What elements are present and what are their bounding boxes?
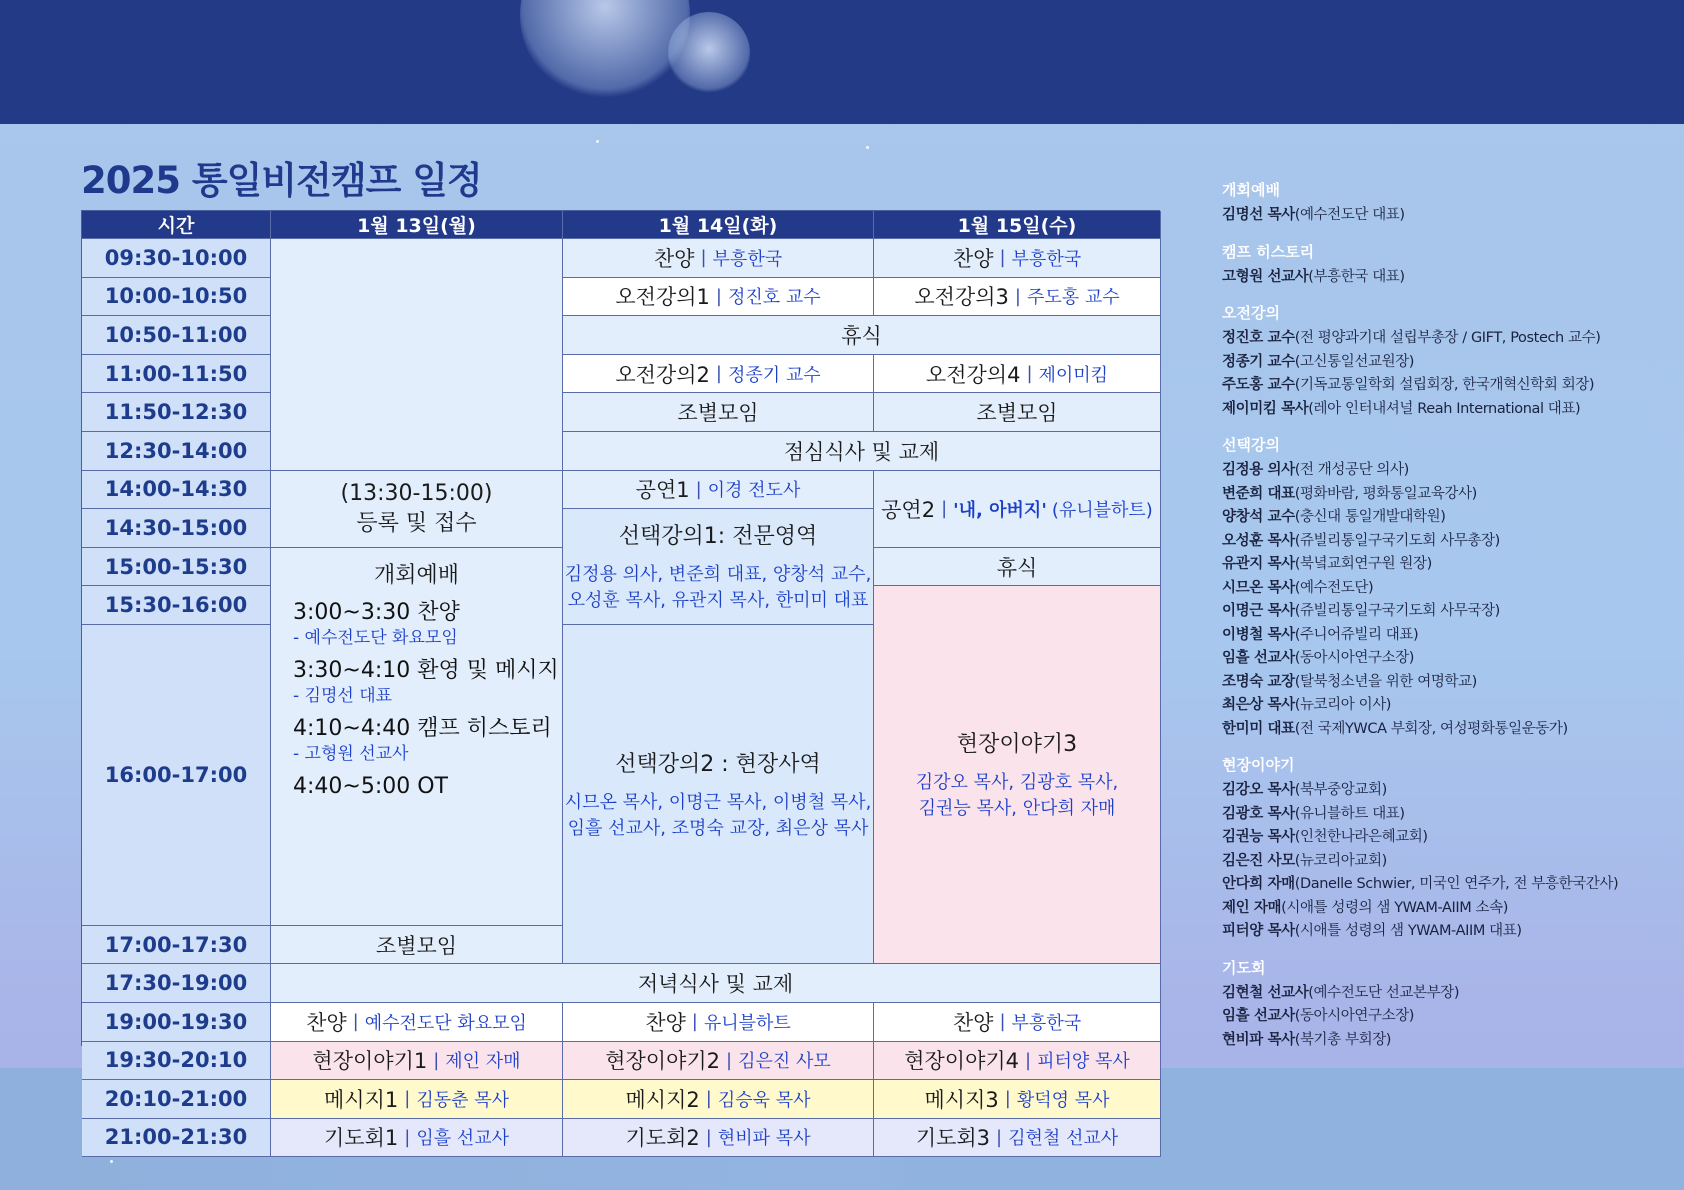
- elective1: [563, 509, 874, 625]
- session-leader: 제인 자매: [445, 1051, 521, 1073]
- registration-label: 등록 및 접수: [356, 510, 477, 536]
- decorative-orb: [520, 0, 690, 100]
- elective2-title: 선택강의2 : 현장사역: [615, 751, 821, 777]
- speaker-role: (북녘교회연구원 원장): [1294, 556, 1432, 572]
- time-slot: 12:30-14:00: [82, 432, 271, 471]
- header-day2: 1월 14일(화): [563, 211, 874, 239]
- field-story3-speakers: 김강오 목사, 김광호 목사,: [915, 772, 1119, 794]
- opening-worship-title: 개회예배: [373, 562, 459, 588]
- speaker-role: (전 국제YWCA 부회장, 여성평화통일운동가): [1294, 720, 1568, 737]
- speaker-group: [1222, 242, 1662, 290]
- session-label: 메시지3: [924, 1087, 999, 1112]
- session-leader: 부흥한국: [712, 248, 783, 270]
- opening-item: 3:30~4:10 환영 및 메시지: [293, 657, 559, 683]
- session-leader: 주도홍 교수: [1026, 287, 1120, 309]
- speaker-role: (평화바람, 평화통일교육강사): [1294, 485, 1477, 502]
- field-story3: [874, 586, 1161, 964]
- session-label: 공연2: [881, 497, 936, 522]
- speaker-entry: [1222, 897, 1662, 921]
- speaker-entry: [1222, 1029, 1662, 1053]
- speaker-name: 한미미 대표: [1222, 720, 1295, 737]
- session-leader: 부흥한국: [1011, 248, 1082, 270]
- speaker-group-heading: 캠프 히스토리: [1222, 242, 1315, 261]
- time-slot: 10:00-10:50: [82, 278, 271, 317]
- speaker-name: 시므온 목사: [1222, 579, 1295, 596]
- session-leader: 유니블하트: [703, 1012, 791, 1034]
- speaker-role: (시애틀 성령의 샘 YWAM-AIIM 소속): [1281, 899, 1509, 916]
- session-leader: (유니블하트): [1051, 499, 1153, 521]
- break-morning: 휴식: [563, 316, 1161, 355]
- speaker-entry: [1222, 803, 1662, 827]
- d1-praise-evening: [271, 1003, 563, 1042]
- d3-prayer: [874, 1119, 1161, 1158]
- session-label: 기도회1: [324, 1126, 399, 1151]
- speaker-role: (동아시아연구소장): [1294, 650, 1415, 666]
- speaker-entry: [1222, 327, 1662, 351]
- speaker-entry: [1222, 624, 1662, 648]
- speaker-role: (시애틀 성령의 샘 YWAM-AIIM 대표): [1294, 923, 1522, 939]
- d2-praise-evening: [563, 1003, 874, 1042]
- speaker-entry: [1222, 530, 1662, 554]
- speaker-name: 김강오 목사: [1222, 782, 1295, 798]
- session-leader: 임흘 선교사: [416, 1128, 509, 1150]
- field-story3-title: 현장이야기3: [956, 732, 1078, 758]
- speaker-role: (쥬빌리통일구국기도회 사무국장): [1294, 603, 1500, 619]
- speaker-name: 김광호 목사: [1222, 805, 1295, 822]
- session-leader: 정진호 교수: [727, 287, 821, 309]
- speaker-role: (전 개성공단 의사): [1294, 462, 1409, 478]
- time-slot: 16:00-17:00: [82, 625, 271, 926]
- separator: |: [404, 1126, 411, 1148]
- speaker-name: 피터양 목사: [1222, 923, 1295, 939]
- speaker-name: 제이미킴 목사: [1222, 400, 1309, 417]
- opening-item-leader: - 예수전도단 화요모임: [293, 627, 458, 648]
- speaker-role: (충신대 통일개발대학원): [1294, 509, 1446, 525]
- session-leader: 현비파 목사: [717, 1128, 811, 1150]
- separator: |: [1004, 1088, 1011, 1110]
- speaker-role: (기독교통일학회 설립회장, 한국개혁신학회 회장): [1294, 377, 1595, 393]
- session-label: 찬양: [306, 1010, 347, 1035]
- opening-item-leader: - 김명선 대표: [293, 685, 393, 706]
- speaker-name: 김현철 선교사: [1222, 984, 1309, 1001]
- d2-message: [563, 1080, 874, 1119]
- speaker-entry: [1222, 826, 1662, 850]
- d3-praise-evening: [874, 1003, 1161, 1042]
- lunch: 점심식사 및 교제: [563, 432, 1161, 471]
- session-leader: 김동춘 목사: [416, 1089, 509, 1111]
- d2-group-meeting: 조별모임: [563, 393, 874, 432]
- time-slot: 14:00-14:30: [82, 471, 271, 510]
- speaker-name: 오성훈 목사: [1222, 532, 1295, 549]
- time-slot: 19:30-20:10: [82, 1042, 271, 1081]
- speaker-entry: [1222, 351, 1662, 375]
- time-slot: 10:50-11:00: [82, 316, 271, 355]
- speaker-role: (예수전도단): [1294, 579, 1374, 596]
- speaker-entry: [1222, 920, 1662, 944]
- speaker-entry: [1222, 459, 1662, 483]
- speaker-name: 정종기 교수: [1222, 353, 1295, 370]
- day1-empty-morning: [271, 239, 563, 471]
- performance-title: '내, 아버지': [953, 499, 1047, 521]
- speaker-entry: [1222, 779, 1662, 803]
- speaker-role: (뉴코리아교회): [1294, 852, 1387, 869]
- speaker-name: 임흘 선교사: [1222, 650, 1295, 666]
- opening-worship: [271, 548, 563, 926]
- d2-field-story: [563, 1042, 874, 1081]
- speaker-entry: [1222, 718, 1662, 742]
- sparkle: [866, 146, 869, 149]
- d3-group-meeting: 조별모임: [874, 393, 1161, 432]
- separator: |: [726, 1049, 733, 1071]
- top-banner: [0, 0, 1684, 124]
- session-label: 기도회3: [915, 1126, 991, 1151]
- speaker-name: 유관지 목사: [1222, 556, 1295, 572]
- session-leader: 김현철 선교사: [1008, 1128, 1119, 1150]
- speaker-name: 안다희 자매: [1222, 876, 1295, 892]
- speaker-entry: [1222, 647, 1662, 671]
- elective1-speakers: 오성훈 목사, 유관지 목사, 한미미 대표: [567, 590, 869, 612]
- time-slot: 21:00-21:30: [82, 1119, 271, 1158]
- time-slot: 09:30-10:00: [82, 239, 271, 278]
- time-slot: 14:30-15:00: [82, 509, 271, 548]
- speaker-entry: [1222, 204, 1662, 228]
- field-story3-speakers: 김권능 목사, 안다희 자매: [918, 798, 1116, 820]
- session-label: 현장이야기2: [605, 1049, 721, 1074]
- decorative-orb: [668, 12, 750, 94]
- d3-message: [874, 1080, 1161, 1119]
- session-leader: 정종기 교수: [727, 364, 821, 386]
- separator: |: [996, 1126, 1003, 1148]
- d1-group-meeting: 조별모임: [271, 926, 563, 965]
- speaker-role: (예수전도단 대표): [1294, 207, 1405, 223]
- time-slot: 15:30-16:00: [82, 586, 271, 625]
- session-label: 찬양: [952, 246, 994, 271]
- speaker-name: 조명숙 교장: [1222, 673, 1295, 690]
- separator: |: [352, 1011, 359, 1033]
- speaker-name: 김권능 목사: [1222, 829, 1295, 845]
- speaker-entry: [1222, 374, 1662, 398]
- d3-performance2: [874, 471, 1161, 548]
- d1-prayer: [271, 1119, 563, 1158]
- speaker-entry: [1222, 600, 1662, 624]
- speaker-name: 제인 자매: [1222, 899, 1282, 916]
- header-day3: 1월 15일(수): [874, 211, 1161, 239]
- session-leader: 피터양 목사: [1037, 1051, 1130, 1073]
- speaker-name: 변준희 대표: [1222, 485, 1295, 502]
- d1-message: [271, 1080, 563, 1119]
- opening-item: 3:00~3:30 찬양: [293, 599, 460, 625]
- header-day1: 1월 13일(월): [271, 211, 563, 239]
- session-label: 오전강의2: [615, 362, 710, 387]
- speaker-role: (부흥한국 대표): [1308, 268, 1405, 285]
- speaker-entry: [1222, 483, 1662, 507]
- d2-lecture1: [563, 278, 874, 317]
- speaker-name: 이병철 목사: [1222, 626, 1295, 643]
- session-label: 공연1: [635, 478, 690, 503]
- speaker-role: (쥬빌리통일구국기도회 사무총장): [1294, 532, 1500, 549]
- separator: |: [1014, 285, 1021, 307]
- speaker-role: (탈북청소년을 위한 여명학교): [1294, 673, 1477, 690]
- speaker-entry: [1222, 553, 1662, 577]
- session-label: 오전강의3: [914, 285, 1009, 310]
- separator: |: [404, 1088, 411, 1110]
- session-leader: 이경 전도사: [707, 480, 801, 502]
- speaker-group: [1222, 958, 1662, 1053]
- session-label: 찬양: [645, 1010, 686, 1035]
- separator: |: [715, 285, 722, 307]
- speaker-group: [1222, 755, 1662, 944]
- speaker-role: (예수전도단 선교본부장): [1308, 984, 1460, 1001]
- speaker-name: 정진호 교수: [1222, 330, 1295, 346]
- elective2-speakers: 시므온 목사, 이명근 목사, 이병철 목사,: [564, 791, 872, 813]
- separator: |: [999, 247, 1006, 269]
- elective2: [563, 625, 874, 964]
- opening-item: 4:40~5:00 OT: [293, 773, 448, 799]
- speaker-name: 주도홍 교수: [1222, 377, 1295, 393]
- d3-field-story: [874, 1042, 1161, 1081]
- speaker-group: [1222, 303, 1662, 421]
- speaker-entry: [1222, 1005, 1662, 1029]
- separator: |: [700, 247, 707, 269]
- header-time: 시간: [82, 211, 271, 239]
- speaker-name: 최은상 목사: [1222, 697, 1295, 713]
- speaker-entry: [1222, 671, 1662, 695]
- d3-lecture3: [874, 278, 1161, 317]
- session-label: 메시지2: [625, 1087, 700, 1112]
- speaker-entry: [1222, 850, 1662, 874]
- speaker-role: (전 평양과기대 설립부총장 / GIFT, Postech 교수): [1294, 330, 1601, 346]
- speaker-role: (유니블하트 대표): [1294, 805, 1405, 822]
- page-title: 2025 통일비전캠프 일정: [81, 159, 482, 202]
- session-leader: 제이미킴: [1038, 364, 1109, 386]
- d2-praise-morning: [563, 239, 874, 278]
- speaker-entry: [1222, 266, 1662, 290]
- time-slot: 17:30-19:00: [82, 964, 271, 1003]
- separator: |: [1025, 1049, 1032, 1071]
- session-leader: 황덕영 목사: [1016, 1089, 1110, 1111]
- d1-field-story: [271, 1042, 563, 1081]
- speaker-entry: [1222, 577, 1662, 601]
- time-slot: 11:50-12:30: [82, 393, 271, 432]
- speaker-role: (북부중앙교회): [1294, 782, 1387, 798]
- speaker-name: 김정용 의사: [1222, 462, 1295, 478]
- session-label: 오전강의4: [925, 362, 1021, 387]
- speaker-role: (Danelle Schwier, 미국인 연주가, 전 부흥한국간사): [1294, 876, 1619, 892]
- speaker-group: [1222, 180, 1662, 228]
- schedule-table: [81, 210, 1160, 1151]
- opening-item: 4:10~4:40 캠프 히스토리: [293, 715, 552, 741]
- speaker-entry: [1222, 398, 1662, 422]
- speaker-role: (고신통일선교원장): [1294, 353, 1415, 370]
- speaker-entry: [1222, 506, 1662, 530]
- separator: |: [433, 1049, 440, 1071]
- speaker-role: (인천한나라은혜교회): [1294, 829, 1428, 845]
- speaker-name: 고형원 선교사: [1222, 268, 1309, 285]
- speaker-group-heading: 개회예배: [1222, 181, 1280, 199]
- d3-lecture4: [874, 355, 1161, 394]
- speaker-name: 임흘 선교사: [1222, 1008, 1295, 1024]
- speaker-name: 김은진 사모: [1222, 852, 1295, 869]
- opening-item-leader: - 고형원 선교사: [293, 743, 409, 764]
- separator: |: [1026, 363, 1033, 385]
- session-label: 오전강의1: [615, 285, 710, 310]
- elective2-speakers: 임흘 선교사, 조명숙 교장, 최은상 목사: [567, 817, 869, 839]
- session-label: 찬양: [952, 1010, 994, 1035]
- dinner: 저녁식사 및 교제: [271, 964, 1161, 1003]
- elective1-speakers: 김정용 의사, 변준희 대표, 양창석 교수,: [564, 564, 872, 586]
- session-label: 기도회2: [625, 1126, 700, 1151]
- speaker-group-heading: 선택강의: [1222, 436, 1280, 454]
- speaker-entry: [1222, 694, 1662, 718]
- session-label: 메시지1: [324, 1087, 399, 1112]
- sparkle: [110, 1160, 113, 1163]
- separator: |: [715, 363, 722, 385]
- speaker-name: 이명근 목사: [1222, 603, 1295, 619]
- speaker-group-heading: 현장이야기: [1222, 756, 1295, 774]
- session-leader: 김승욱 목사: [717, 1089, 811, 1111]
- separator: |: [695, 478, 702, 500]
- d3-praise-morning: [874, 239, 1161, 278]
- speaker-name: 김명선 목사: [1222, 207, 1295, 223]
- time-slot: 20:10-21:00: [82, 1080, 271, 1119]
- speaker-entry: [1222, 982, 1662, 1006]
- speaker-role: (주니어쥬빌리 대표): [1294, 626, 1419, 643]
- registration-time: (13:30-15:00): [340, 480, 493, 506]
- speaker-role: (북기총 부회장): [1294, 1031, 1392, 1048]
- session-leader: 부흥한국: [1011, 1012, 1082, 1034]
- session-leader: 김은진 사모: [738, 1051, 831, 1073]
- separator: |: [691, 1011, 698, 1033]
- speaker-role: (동아시아연구소장): [1294, 1008, 1415, 1024]
- time-slot: 15:00-15:30: [82, 548, 271, 587]
- separator: |: [705, 1088, 712, 1110]
- speaker-entry: [1222, 873, 1662, 897]
- speaker-role: (뉴코리아 이사): [1294, 697, 1392, 713]
- session-label: 찬양: [653, 246, 695, 271]
- sparkle: [596, 140, 599, 143]
- session-leader: 예수전도단 화요모임: [364, 1012, 527, 1034]
- separator: |: [705, 1126, 712, 1148]
- session-label: 현장이야기1: [312, 1049, 428, 1074]
- speaker-role: (레아 인터내셔널 Reah International 대표): [1308, 400, 1581, 417]
- registration: [271, 471, 563, 548]
- separator: |: [999, 1011, 1006, 1033]
- d2-prayer: [563, 1119, 874, 1158]
- speaker-group: [1222, 435, 1662, 741]
- speaker-name: 양창석 교수: [1222, 509, 1295, 525]
- time-slot: 19:00-19:30: [82, 1003, 271, 1042]
- separator: |: [941, 498, 948, 520]
- d2-lecture2: [563, 355, 874, 394]
- session-label: 현장이야기4: [904, 1049, 1020, 1074]
- speaker-group-heading: 오전강의: [1222, 304, 1280, 322]
- speaker-name: 현비파 목사: [1222, 1031, 1295, 1048]
- d3-break-afternoon: 휴식: [874, 548, 1161, 587]
- time-slot: 17:00-17:30: [82, 926, 271, 965]
- elective1-title: 선택강의1: 전문영역: [618, 524, 818, 550]
- time-slot: 11:00-11:50: [82, 355, 271, 394]
- speaker-list: [1222, 180, 1662, 1066]
- d2-performance1: [563, 471, 874, 510]
- speaker-group-heading: 기도회: [1222, 958, 1266, 977]
